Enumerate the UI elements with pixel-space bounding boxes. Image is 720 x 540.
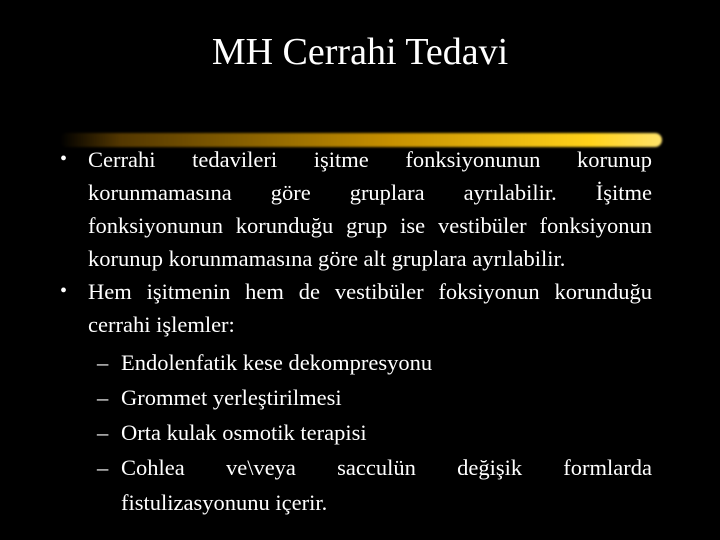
sub-item-text: Endolenfatik kese dekompresyonu bbox=[121, 350, 433, 375]
bullet-marker: • bbox=[60, 280, 68, 302]
sub-marker: – bbox=[97, 455, 109, 480]
sub-item-text: Grommet yerleştirilmesi bbox=[121, 385, 342, 410]
sub-list bbox=[60, 345, 652, 520]
bullet-item bbox=[60, 275, 652, 341]
sub-marker: – bbox=[97, 420, 109, 445]
bullet-item bbox=[60, 143, 652, 275]
bullet-text: Cerrahi tedavileri işitme fonksiyonunun korunup korunmamasına göre gruplara ayrılabilir. İşitme fonksiyonunun korunduğu grup ise vestibüler fonksiyonun korunup korunmamasına göre alt gruplara ayrılabilir. bbox=[88, 147, 652, 271]
bullet-marker: • bbox=[60, 148, 68, 170]
slide-title: MH Cerrahi Tedavi bbox=[211, 31, 509, 73]
sub-item-text: Orta kulak osmotik terapisi bbox=[121, 420, 367, 445]
bullet-text: Hem işitmenin hem de vestibüler foksiyonun korunduğu cerrahi işlemler: bbox=[88, 279, 652, 337]
sub-item bbox=[60, 415, 652, 450]
sub-item bbox=[60, 450, 652, 520]
sub-item-text: Cohlea ve\veya sacculün değişik formlarda fistulizasyonunu içerir. bbox=[121, 455, 652, 515]
sub-marker: – bbox=[97, 385, 109, 410]
sub-item bbox=[60, 345, 652, 380]
sub-item bbox=[60, 380, 652, 415]
sub-marker: – bbox=[97, 350, 109, 375]
slide-body bbox=[60, 143, 652, 520]
